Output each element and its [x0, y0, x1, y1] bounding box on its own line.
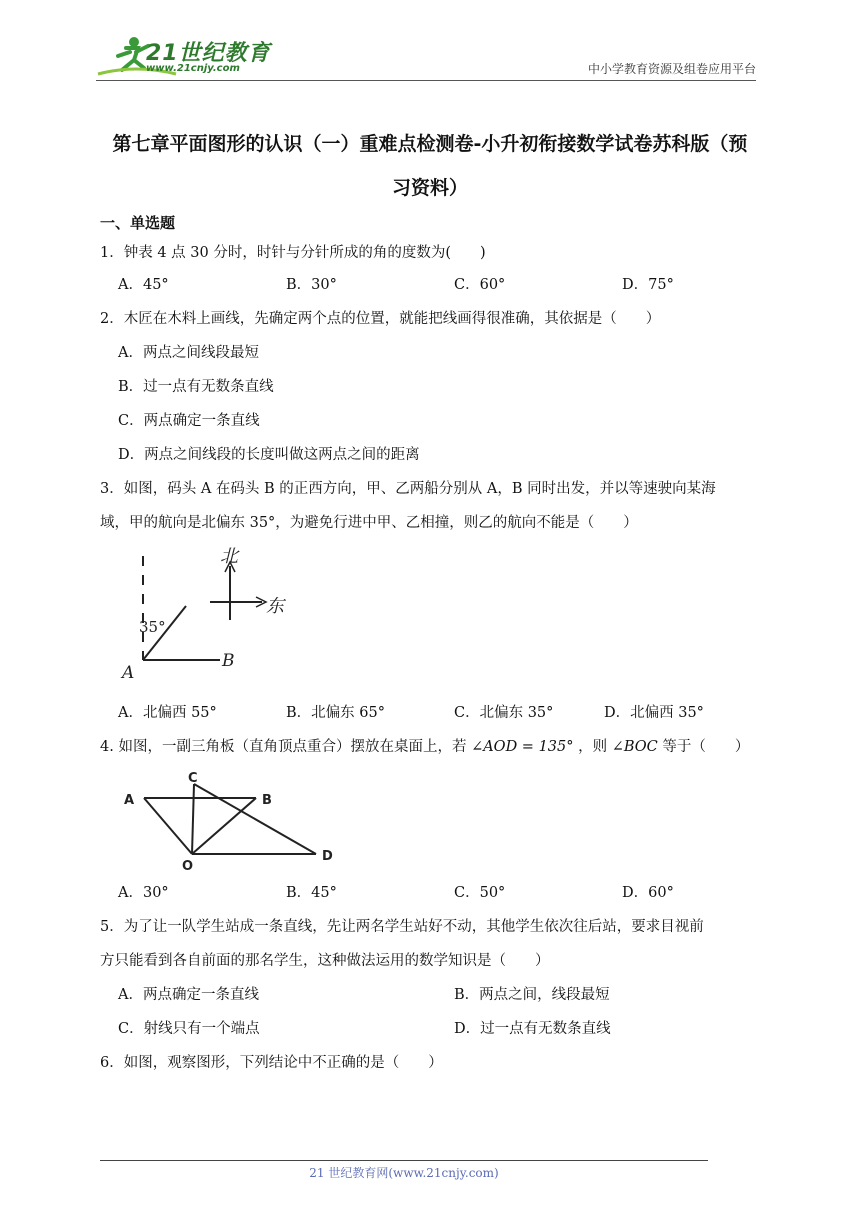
point-b-label: B	[222, 651, 235, 671]
segment-ao	[144, 798, 192, 854]
question-3-stem-line1: 3．如图，码头 A 在码头 B 的正西方向，甲、乙两船分别从 A，B 同时出发，并以等速驶向某海	[100, 481, 716, 497]
point-b-label: B	[262, 793, 272, 808]
q5-option-b[interactable]: B．两点之间，线段最短	[454, 987, 610, 1003]
q1-option-c[interactable]: C．60°	[454, 277, 506, 293]
angle-label: 35°	[139, 618, 166, 636]
q3-option-d[interactable]: D．北偏西 35°	[604, 705, 704, 721]
footer-text[interactable]: 21 世纪教育网(www.21cnjy.com)	[309, 1166, 499, 1180]
q3-option-c[interactable]: C．北偏东 35°	[454, 705, 554, 721]
q2-option-b[interactable]: B．过一点有无数条直线	[118, 379, 274, 395]
section-heading: 一、单选题	[100, 214, 176, 232]
compass-north-label: 北	[220, 546, 238, 567]
q4-stem-suffix: 等于（ ）	[657, 739, 750, 755]
platform-label: 中小学教育资源及组卷应用平台	[587, 62, 756, 76]
q4-equation-boc: ∠BOC	[611, 739, 658, 755]
question-5-stem-line1: 5．为了让一队学生站成一条直线，先让两名学生站好不动，其他学生依次往后站，要求目视前	[100, 919, 704, 935]
q5-option-c[interactable]: C．射线只有一个端点	[118, 1021, 260, 1037]
q2-option-d[interactable]: D．两点之间线段的长度叫做这两点之间的距离	[118, 447, 420, 463]
q5-option-d[interactable]: D．过一点有无数条直线	[454, 1021, 611, 1037]
q3-option-b[interactable]: B．北偏东 65°	[286, 705, 385, 721]
question-3-stem-line2: 域，甲的航向是北偏东 35°，为避免行进中甲、乙相撞，则乙的航向不能是（ ）	[100, 515, 638, 531]
point-c-label: C	[188, 771, 198, 786]
document-title-line1: 第七章平面图形的认识（一）重难点检测卷-小升初衔接数学试卷苏科版（预	[112, 133, 748, 155]
logo-text: 21世纪教育	[146, 41, 271, 66]
q1-option-a[interactable]: A．45°	[118, 277, 169, 293]
q5-option-a[interactable]: A．两点确定一条直线	[118, 987, 259, 1003]
header-divider	[96, 80, 756, 81]
q4-stem-mid: ，则	[573, 739, 612, 755]
segment-oc	[192, 784, 194, 854]
segment-cd	[194, 784, 316, 854]
document-title-line2: 习资料）	[391, 177, 468, 199]
q3-option-a[interactable]: A．北偏西 55°	[118, 705, 217, 721]
question-4-stem	[100, 730, 768, 764]
compass-east-label: 东	[266, 596, 284, 617]
q2-option-c[interactable]: C．两点确定一条直线	[118, 413, 260, 429]
q1-option-d[interactable]: D．75°	[622, 277, 674, 293]
logo-url: www.21cnjy.com	[146, 63, 240, 74]
q4-option-c[interactable]: C．50°	[454, 885, 506, 901]
q4-stem-prefix: 4. 如图，一副三角板（直角顶点重合）摆放在桌面上，若	[100, 739, 472, 755]
q3-compass-figure	[118, 546, 308, 690]
q4-option-d[interactable]: D．60°	[622, 885, 674, 901]
question-5-stem-line2: 方只能看到各自前面的那名学生，这种做法运用的数学知识是（ ）	[100, 953, 550, 969]
point-o-label: O	[182, 859, 194, 872]
point-d-label: D	[322, 849, 333, 864]
q1-option-b[interactable]: B．30°	[286, 277, 337, 293]
point-a-label: A	[122, 663, 135, 683]
segment-ob	[192, 798, 256, 854]
question-1-stem: 1．钟表 4 点 30 分时，时针与分针所成的角的度数为( )	[100, 245, 486, 261]
question-6-stem: 6．如图，观察图形，下列结论中不正确的是（ ）	[100, 1055, 443, 1071]
q4-triangle-figure	[118, 768, 348, 872]
point-a-label: A	[124, 793, 135, 808]
q4-equation-aod: ∠AOD = 135°	[471, 739, 574, 755]
question-2-stem: 2．木匠在木料上画线，先确定两个点的位置，就能把线画得很准确，其依据是（ ）	[100, 311, 661, 327]
q4-option-a[interactable]: A．30°	[118, 885, 169, 901]
footer-divider	[100, 1160, 708, 1161]
q2-option-a[interactable]: A．两点之间线段最短	[118, 345, 259, 361]
q4-option-b[interactable]: B．45°	[286, 885, 337, 901]
